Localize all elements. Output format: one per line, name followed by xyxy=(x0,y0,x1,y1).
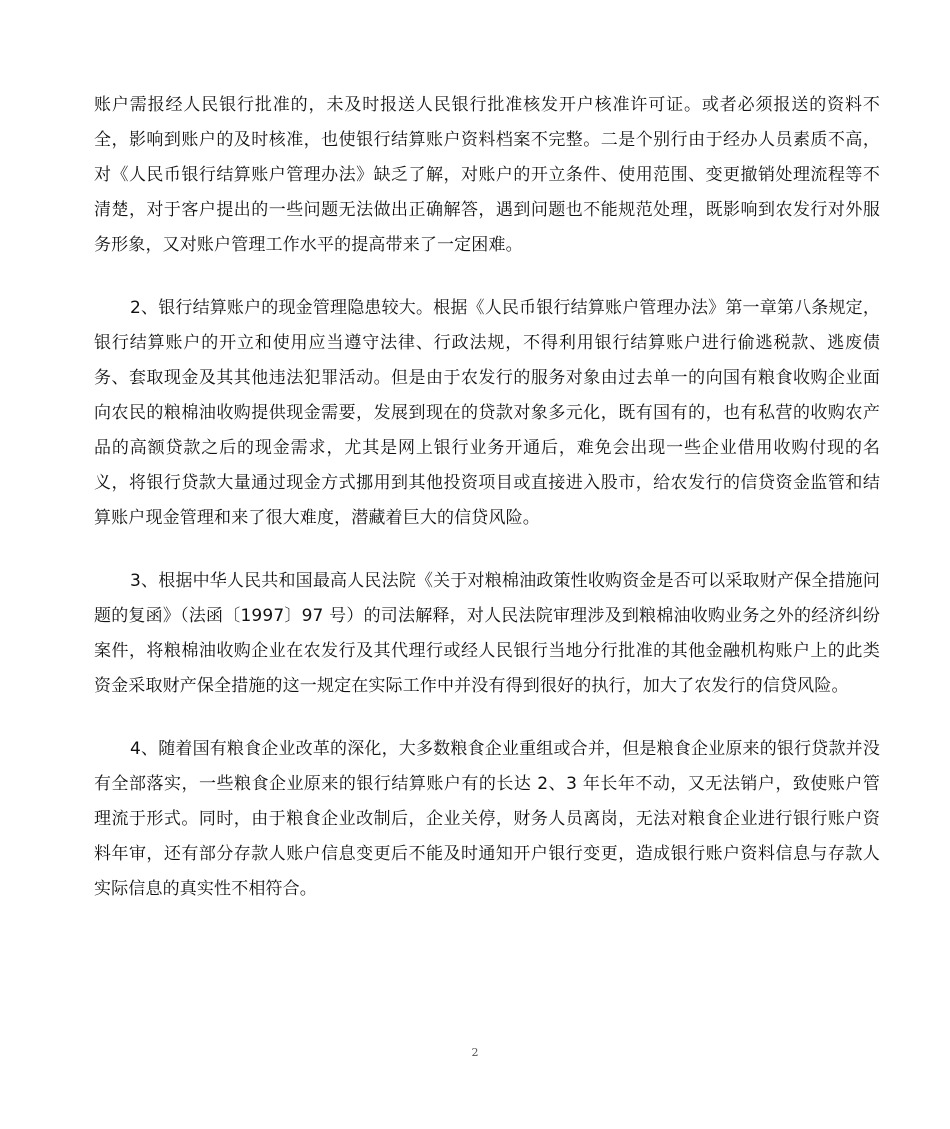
paragraph-continuation: 账户需报经人民银行批准的，未及时报送人民银行批准核发开户核准许可证。或者必须报送的资料不全，影响到账户的及时核准，也使银行结算账户资料档案不完整。二是个别行由于经办人员素质不高，对《人民币银行结算账户管理办法》缺乏了解，对账户的开立条件、使用范围、变更撤销处理流程等不清楚，对于客户提出的一些问题无法做出正确解答，遇到问题也不能规范处理，既影响到农发行对外服务形象，又对账户管理工作水平的提高带来了一定困难。 xyxy=(94,95,880,255)
paragraph-item-2: 2、银行结算账户的现金管理隐患较大。根据《人民币银行结算账户管理办法》第一章第八条规定，银行结算账户的开立和使用应当遵守法律、行政法规，不得利用银行结算账户进行偷逃税款、逃废债务、套取现金及其其他违法犯罪活动。但是由于农发行的服务对象由过去单一的向国有粮食收购企业面向农民的粮棉油收购提供现金需要，发展到现在的贷款对象多元化，既有国有的，也有私营的收购农产品的高额贷款之后的现金需求，尤其是网上银行业务开通后，难免会出现一些企业借用收购付现的名义，将银行贷款大量通过现金方式挪用到其他投资项目或直接进入股市，给农发行的信贷资金监管和结算账户现金管理和来了很大难度，潜藏着巨大的信贷风险。 xyxy=(94,298,880,528)
paragraph-item-4: 4、随着国有粮食企业改革的深化，大多数粮食企业重组或合并，但是粮食企业原来的银行贷款并没有全部落实，一些粮食企业原来的银行结算账户有的长达 2、3 年长年不动，又无法销户，致使账户管理流于形式。同时，由于粮食企业改制后，企业关停，财务人员离岗，无法对粮食企业进行银行账户资料年审，还有部分存款人账户信息变更后不能及时通知开户银行变更，造成银行账户资料信息与存款人实际信息的真实性不相符合。 xyxy=(94,739,880,899)
paragraph-item-3: 3、根据中华人民共和国最高人民法院《关于对粮棉油政策性收购资金是否可以采取财产保全措施问题的复函》（法函〔1997〕97 号）的司法解释，对人民法院审理涉及到粮棉油收购业务之外的经济纠纷案件，将粮棉油收购企业在农发行及其代理行或经人民银行当地分行批准的其他金融机构账户上的此类资金采取财产保全措施的这一规定在实际工作中并没有得到很好的执行，加大了农发行的信贷风险。 xyxy=(94,571,880,696)
page-number: 2 xyxy=(471,1046,479,1059)
document-body xyxy=(94,88,880,907)
